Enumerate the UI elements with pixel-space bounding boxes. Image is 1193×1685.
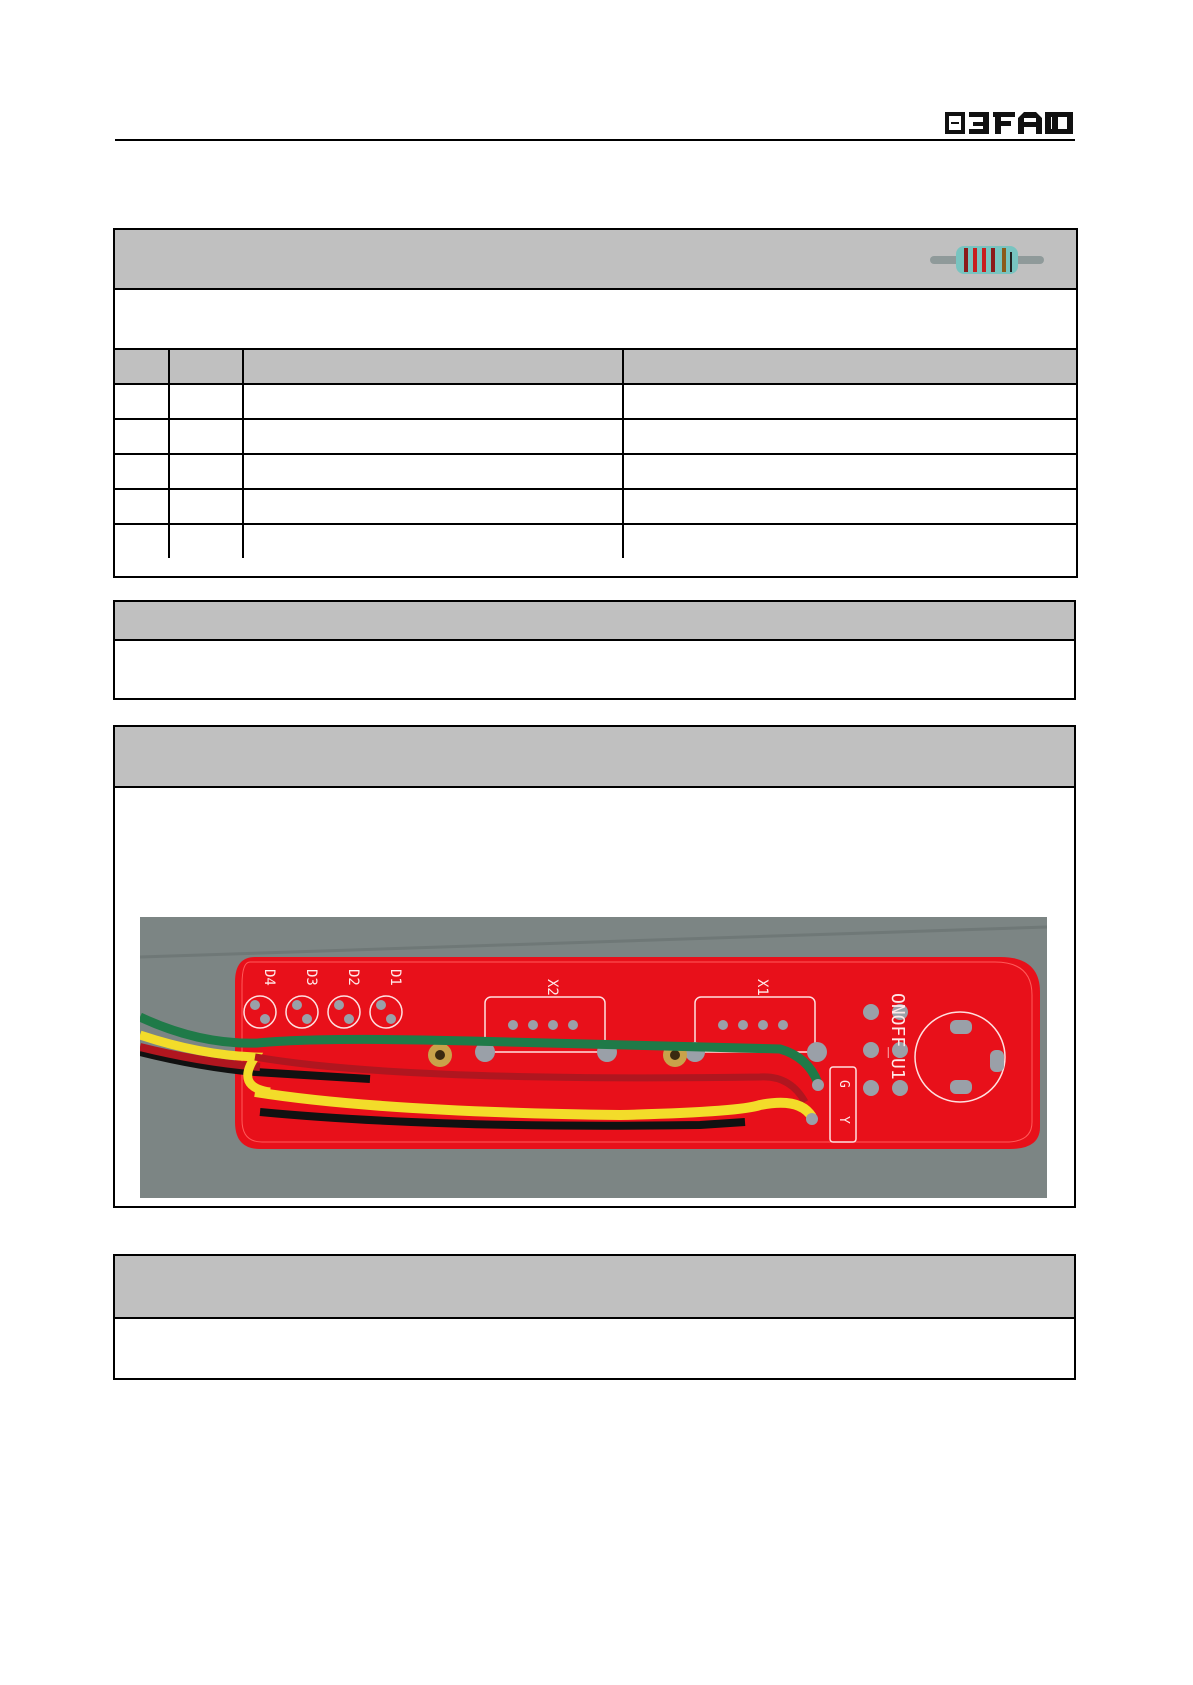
table-row [115,384,1076,419]
parts-table-header [243,350,623,384]
wire-label: Y [836,1116,851,1124]
table-cell [115,489,169,524]
table-cell [623,454,1076,489]
note-section-description [115,641,1074,653]
wiring-section-title [115,727,1074,739]
note-section [113,600,1076,700]
parts-table-header-row [115,350,1076,384]
note-section-header [115,602,1074,641]
table-cell [169,454,243,489]
table-cell [243,419,623,454]
wiring-section-header [115,727,1074,788]
parts-table-header [623,350,1076,384]
parts-table-header [169,350,243,384]
led-label: D4 [261,969,277,986]
table-cell [243,384,623,419]
wiring-section [113,725,1076,1208]
table-cell [623,419,1076,454]
components-section-description [115,290,1076,302]
parts-table [115,350,1076,558]
parts-table-header [115,350,169,384]
table-cell [243,454,623,489]
resistor-icon [926,240,1048,278]
note-section-title [115,602,1074,614]
led-label: D3 [303,969,319,986]
table-cell [169,489,243,524]
table-row [115,489,1076,524]
table-cell [115,419,169,454]
table-cell [623,384,1076,419]
table-cell [243,524,623,558]
wiring-section-description [115,788,1074,800]
table-cell [169,524,243,558]
led-label: D2 [345,969,361,986]
final-section-title [115,1256,1074,1268]
switch-label: ONOFF_U1 [887,993,908,1080]
final-section-body [115,1319,1074,1331]
table-cell [623,524,1076,558]
note-section-body [115,641,1074,653]
table-cell [169,384,243,419]
table-cell [623,489,1076,524]
b3faco-logo [945,110,1073,136]
table-cell [169,419,243,454]
pcb-photo [140,917,1047,1198]
connector-label: X2 [544,979,560,996]
connector-label: X1 [754,979,770,996]
led-label: D1 [387,969,403,986]
table-cell [243,489,623,524]
table-row [115,454,1076,489]
final-section [113,1254,1076,1380]
table-cell [115,524,169,558]
table-cell [115,454,169,489]
header-rule [115,139,1075,141]
wire-label: G [836,1080,851,1088]
wiring-section-body [115,788,1074,800]
components-section-header [115,230,1076,290]
final-section-description [115,1319,1074,1331]
final-section-header [115,1256,1074,1319]
table-row [115,419,1076,454]
components-section-body [115,290,1076,350]
table-cell [115,384,169,419]
table-row [115,524,1076,558]
components-section [113,228,1078,578]
